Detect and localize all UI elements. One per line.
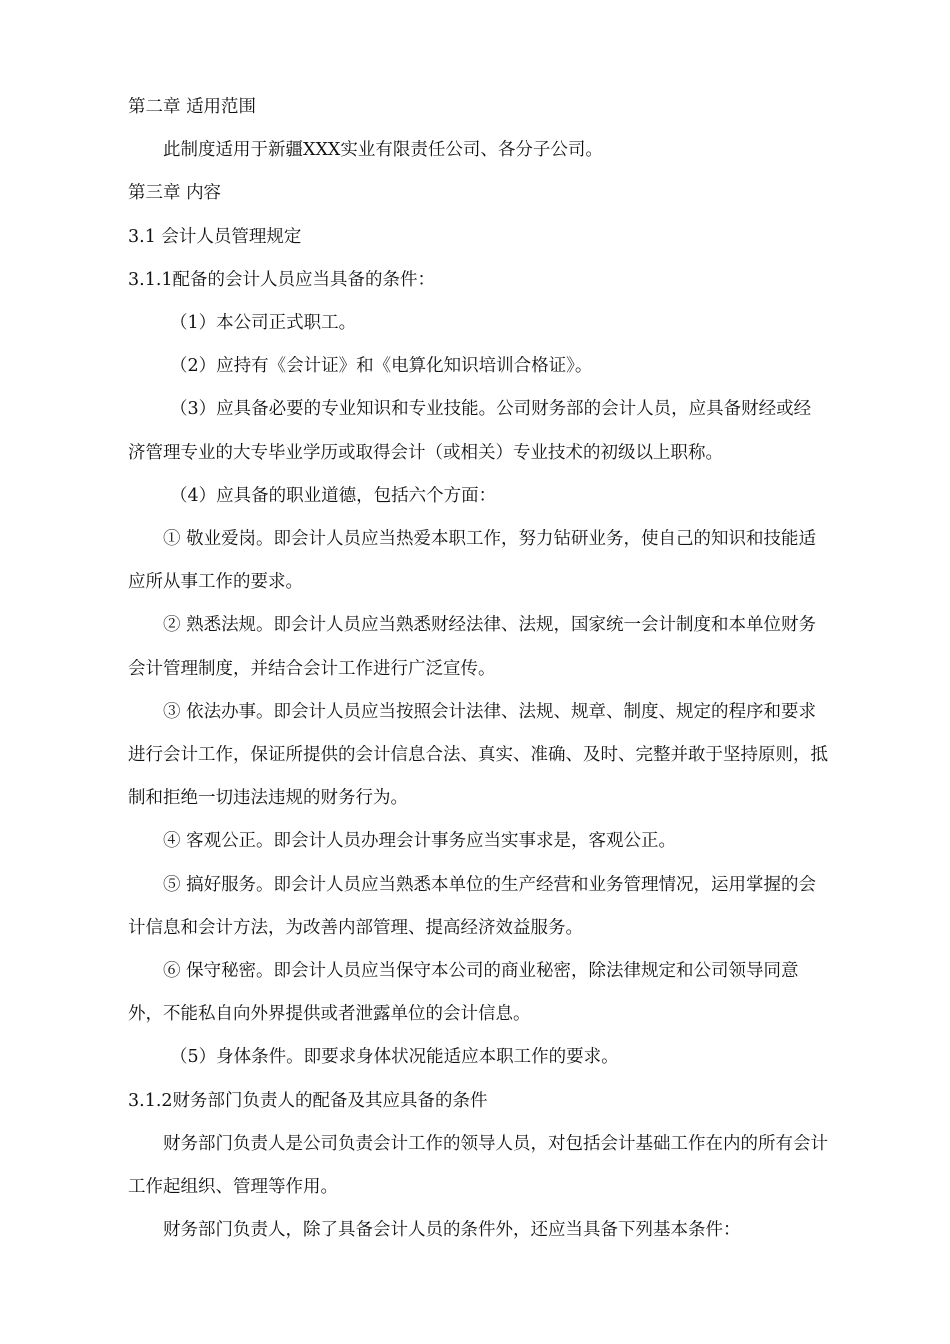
condition-5-paragraph: （5）身体条件。即要求身体状况能适应本职工作的要求。 (170, 1047, 619, 1068)
section-3-1-2-heading: 3.1.2财务部门负责人的配备及其应具备的条件 (128, 1090, 488, 1111)
ethic-3-paragraph: ③ 依法办事。即会计人员应当按照会计法律、法规、规章、制度、规定的程序和要求进行会计工作，保证所提供的会计信息合法、真实、准确、及时、完整并敢于坚持原则，抵制和拒绝一切违法违规的财务行为。 (128, 701, 828, 809)
chapter-3-heading: 第三章 内容 (128, 183, 222, 204)
ethic-5-paragraph: ⑤ 搞好服务。即会计人员应当熟悉本单位的生产经营和业务管理情况，运用掌握的会计信息和会计方法，为改善内部管理、提高经济效益服务。 (128, 874, 817, 938)
finance-head-requirements-paragraph: 财务部门负责人，除了具备会计人员的条件外，还应当具备下列基本条件： (163, 1220, 741, 1241)
ethic-4-paragraph: ④ 客观公正。即会计人员办理会计事务应当实事求是，客观公正。 (163, 831, 677, 852)
condition-3-paragraph: （3）应具备必要的专业知识和专业技能。公司财务部的会计人员，应具备财经或经济管理专业的大专毕业学历或取得会计（或相关）专业技术的初级以上职称。 (128, 399, 812, 463)
chapter-2-scope-paragraph: 此制度适用于新疆XXX实业有限责任公司、各分子公司。 (163, 140, 603, 161)
finance-head-description-paragraph: 财务部门负责人是公司负责会计工作的领导人员，对包括会计基础工作在内的所有会计工作起组织、管理等作用。 (128, 1133, 828, 1198)
section-3-1-1-heading: 3.1.1配备的会计人员应当具备的条件： (128, 269, 436, 290)
ethic-2-paragraph: ② 熟悉法规。即会计人员应当熟悉财经法律、法规，国家统一会计制度和本单位财务会计管理制度，并结合会计工作进行广泛宣传。 (128, 615, 817, 679)
condition-2-paragraph: （2）应持有《会计证》和《电算化知识培训合格证》。 (170, 356, 593, 377)
condition-4-paragraph: （4）应具备的职业道德，包括六个方面： (170, 485, 497, 506)
chapter-2-heading: 第二章 适用范围 (128, 97, 257, 117)
ethic-1-paragraph: ① 敬业爱岗。即会计人员应当热爱本职工作，努力钻研业务，使自己的知识和技能适应所从事工作的要求。 (128, 529, 817, 593)
condition-1-paragraph: （1）本公司正式职工。 (170, 313, 357, 334)
section-3-1-heading: 3.1 会计人员管理规定 (128, 226, 302, 247)
ethic-6-paragraph: ⑥ 保守秘密。即会计人员应当保守本公司的商业秘密，除法律规定和公司领导同意外，不能私自向外界提供或者泄露单位的会计信息。 (128, 961, 799, 1025)
document-body (128, 86, 828, 1252)
